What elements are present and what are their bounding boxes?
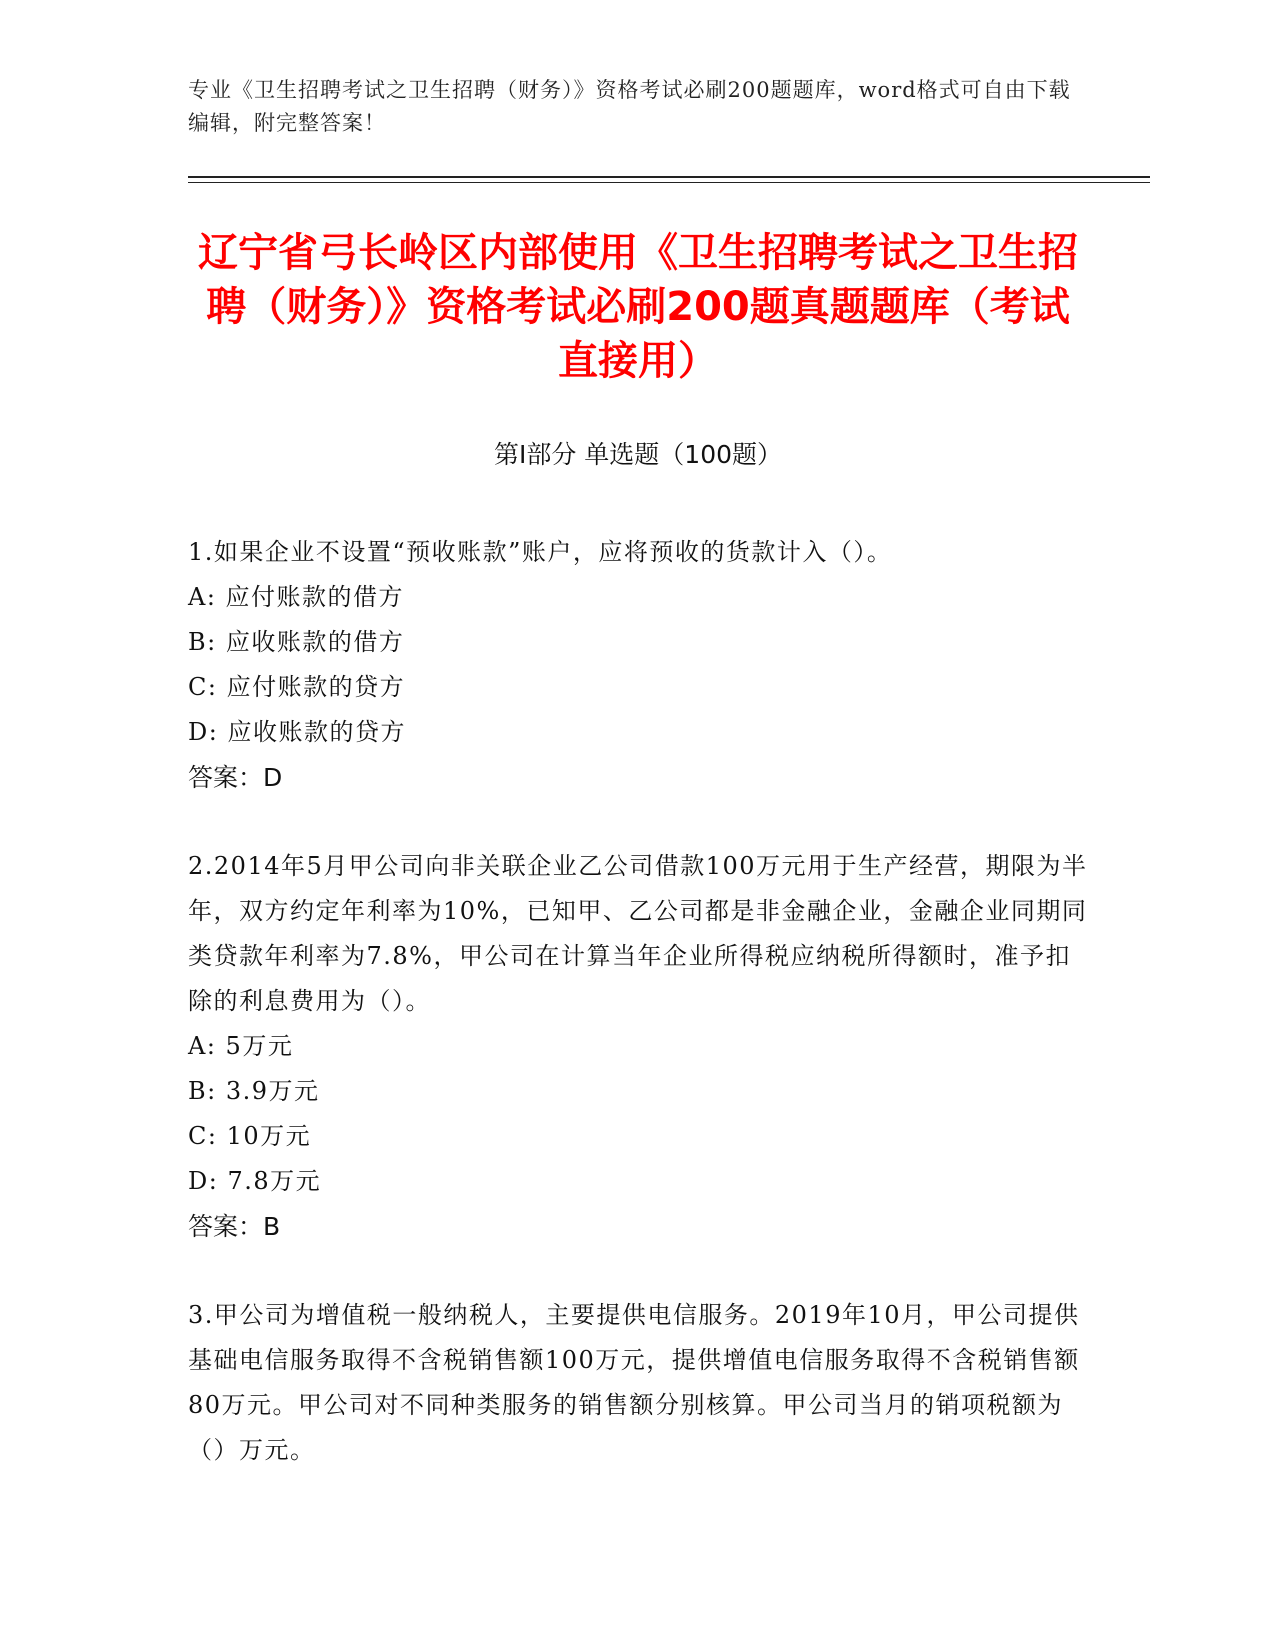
document-title: 辽宁省弓长岭区内部使用《卫生招聘考试之卫生招聘（财务）》资格考试必刷200题真题题库（考试直接用） — [198, 230, 1078, 384]
answer: 答案：D — [188, 763, 283, 792]
option-b: B: 应收账款的借方 — [188, 628, 405, 656]
answer: 答案：B — [188, 1212, 281, 1241]
question-stem: 1.如果企业不设置“预收账款”账户，应将预收的货款计入（）。 — [188, 538, 893, 566]
option-c: C: 10万元 — [188, 1122, 312, 1150]
option-d: D: 7.8万元 — [188, 1167, 322, 1195]
header-note: 专业《卫生招聘考试之卫生招聘（财务）》资格考试必刷200题题库，word格式可自由下载编辑，附完整答案！ — [188, 78, 1071, 135]
question-3 — [188, 1293, 1088, 1473]
option-d: D: 应收账款的贷方 — [188, 718, 406, 746]
option-a: A: 应付账款的借方 — [188, 583, 405, 611]
option-b: B: 3.9万元 — [188, 1077, 320, 1105]
question-2 — [188, 844, 1088, 1249]
header-rule-thin — [188, 182, 1150, 183]
option-a: A: 5万元 — [188, 1032, 294, 1060]
header-rule-thick — [188, 176, 1150, 178]
question-1 — [188, 530, 1088, 800]
question-list — [188, 530, 1088, 1517]
option-c: C: 应付账款的贷方 — [188, 673, 406, 701]
question-stem: 3.甲公司为增值税一般纳税人，主要提供电信服务。2019年10月，甲公司提供基础电信服务取得不含税销售额100万元，提供增值电信服务取得不含税销售额80万元。甲公司对不同种类服务的销售额分别核算。甲公司当月的销项税额为（）万元。 — [188, 1301, 1080, 1464]
section-heading: 第Ⅰ部分 单选题（100题） — [493, 440, 783, 469]
question-stem: 2.2014年5月甲公司向非关联企业乙公司借款100万元用于生产经营，期限为半年，双方约定年利率为10%，已知甲、乙公司都是非金融企业，金融企业同期同类贷款年利率为7.8%，甲公司在计算当年企业所得税应纳税所得额时，准予扣除的利息费用为（）。 — [188, 852, 1088, 1015]
